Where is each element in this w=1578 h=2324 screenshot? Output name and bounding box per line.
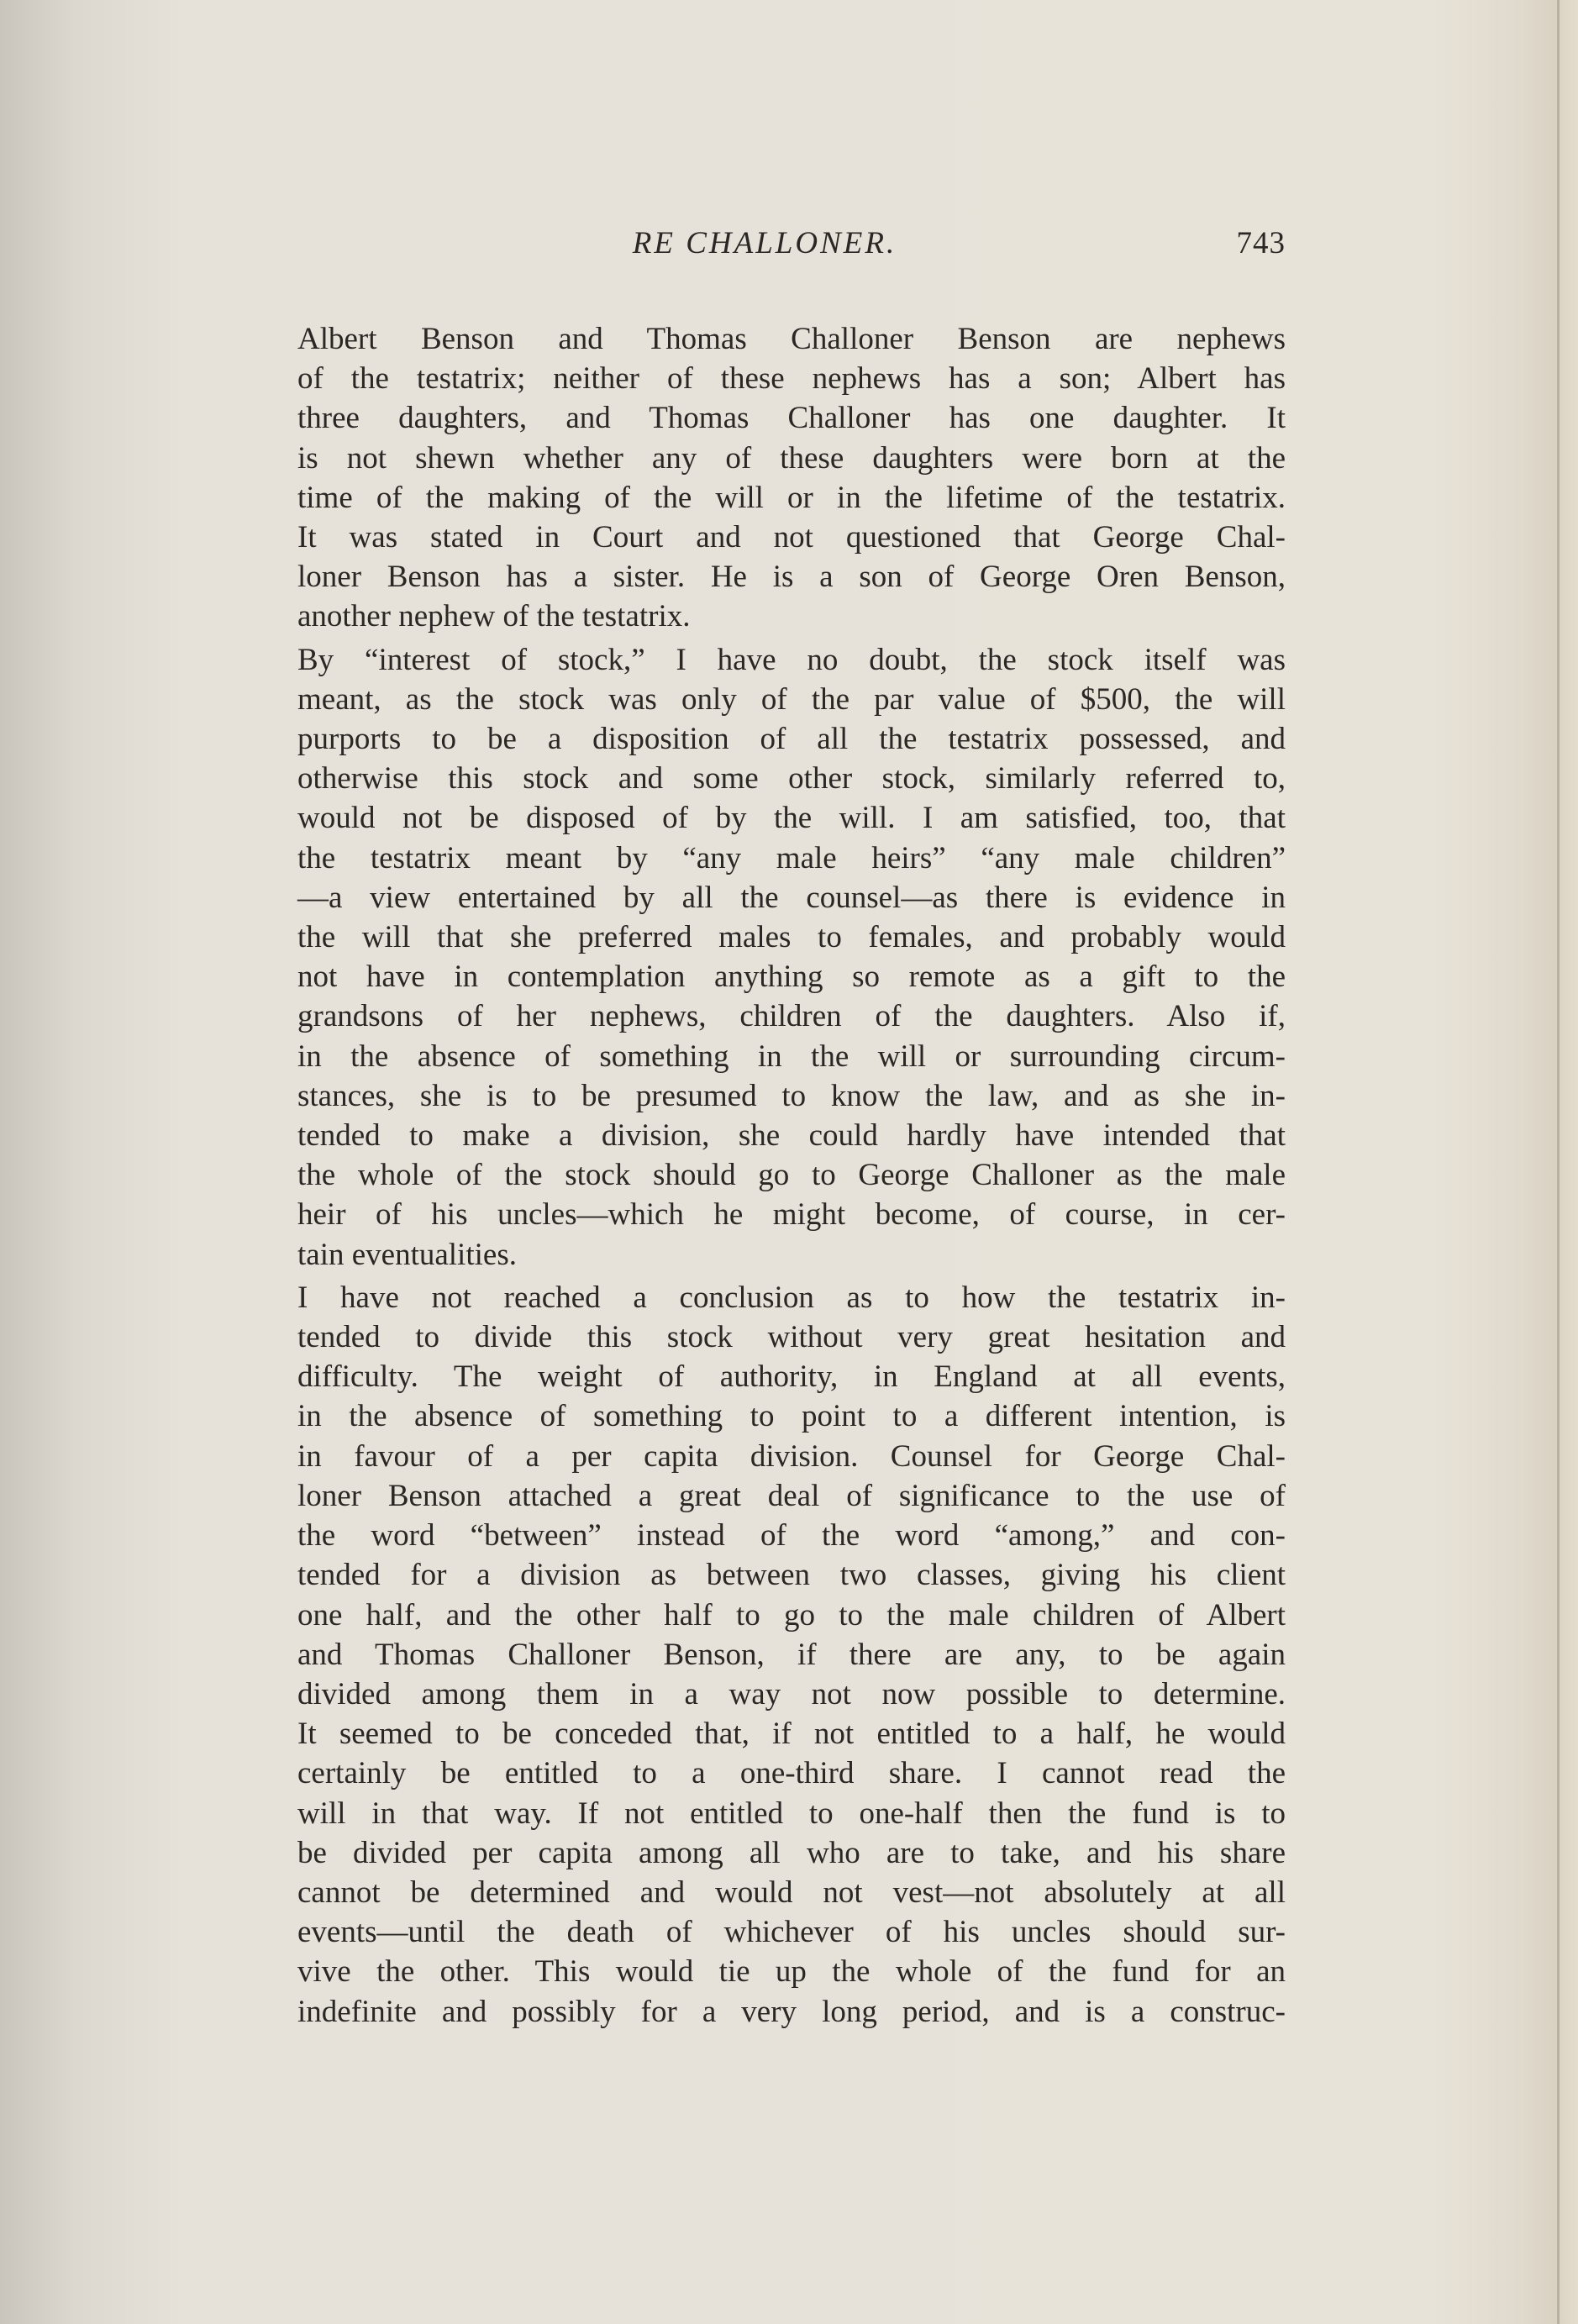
text-line: tended for a division as between two classes, giving his client: [297, 1558, 1286, 1593]
text-line: heir of his uncles—which he might become, of course, in cer-: [297, 1197, 1286, 1233]
text-line: tended to make a division, she could hardly have intended that: [297, 1118, 1286, 1154]
text-line: would not be disposed of by the will. I am satisfied, too, that: [297, 801, 1286, 836]
text-line: of the testatrix; neither of these nephews has a son; Albert has: [297, 361, 1286, 397]
text-line: the word “between” instead of the word “among,” and con-: [297, 1518, 1286, 1554]
paragraph: [244, 319, 1286, 637]
text-line: grandsons of her nephews, children of the daughters. Also if,: [297, 999, 1286, 1034]
text-line: It seemed to be conceded that, if not entitled to a half, he would: [297, 1717, 1286, 1752]
text-line: By “interest of stock,” I have no doubt, the stock itself was: [297, 642, 1286, 677]
text-line: the testatrix meant by “any male heirs” “any male children”: [297, 840, 1286, 875]
paragraph: [244, 1278, 1286, 2032]
text-line: another nephew of the testatrix.: [297, 599, 691, 634]
text-line: loner Benson has a sister. He is a son of George Oren Benson,: [297, 560, 1286, 595]
text-line: purports to be a disposition of all the testatrix possessed, and: [297, 722, 1286, 757]
text-line: and Thomas Challoner Benson, if there are any, to be again: [297, 1637, 1286, 1672]
running-title: RE CHALLONER.: [632, 226, 897, 260]
text-line: will in that way. If not entitled to one-half then the fund is to: [297, 1796, 1286, 1831]
text-line: otherwise this stock and some other stock, similarly referred to,: [297, 761, 1286, 797]
page-number: 743: [1236, 226, 1286, 260]
text-line: indefinite and possibly for a very long period, and is a construc-: [297, 1994, 1286, 2029]
text-line: is not shewn whether any of these daughters were born at the: [297, 440, 1286, 476]
text-line: meant, as the stock was only of the par value of $500, the will: [297, 681, 1286, 717]
text-line: tain eventualities.: [297, 1237, 517, 1272]
text-line: time of the making of the will or in the lifetime of the testatrix.: [297, 480, 1286, 515]
text-line: I have not reached a conclusion as to how the testatrix in-: [297, 1280, 1286, 1315]
text-line: stances, she is to be presumed to know the law, and as she in-: [297, 1078, 1286, 1113]
body-text: [244, 319, 1286, 2032]
text-line: the will that she preferred males to females, and probably would: [297, 920, 1286, 955]
text-line: loner Benson attached a great deal of significance to the use of: [297, 1478, 1286, 1513]
text-line: in the absence of something in the will or surrounding circum-: [297, 1038, 1286, 1074]
text-line: —a view entertained by all the counsel—as there is evidence in: [297, 880, 1286, 915]
running-header: [244, 225, 1286, 276]
text-line: vive the other. This would tie up the whole of the fund for an: [297, 1954, 1286, 1990]
text-line: the whole of the stock should go to George Challoner as the male: [297, 1158, 1286, 1193]
text-line: events—until the death of whichever of his uncles should sur-: [297, 1915, 1286, 1950]
text-line: It was stated in Court and not questioned that George Chal-: [297, 520, 1286, 555]
paragraph: [244, 640, 1286, 1275]
text-line: cannot be determined and would not vest—not absolutely at all: [297, 1874, 1286, 1910]
text-line: Albert Benson and Thomas Challoner Benson are nephews: [297, 322, 1286, 356]
text-line: be divided per capita among all who are to take, and his share: [297, 1835, 1286, 1870]
text-line: tended to divide this stock without very great hesitation and: [297, 1320, 1286, 1355]
text-line: divided among them in a way not now possible to determine.: [297, 1676, 1286, 1711]
page-edge: [1557, 0, 1560, 2324]
text-line: in the absence of something to point to a different intention, is: [297, 1399, 1286, 1434]
text-line: not have in contemplation anything so remote as a gift to the: [297, 960, 1286, 995]
text-line: three daughters, and Thomas Challoner has one daughter. It: [297, 401, 1286, 436]
text-line: one half, and the other half to go to the male children of Albert: [297, 1597, 1286, 1633]
text-line: in favour of a per capita division. Counsel for George Chal-: [297, 1438, 1286, 1474]
text-line: difficulty. The weight of authority, in England at all events,: [297, 1359, 1286, 1395]
book-page: [244, 225, 1286, 2242]
text-line: certainly be entitled to a one-third share. I cannot read the: [297, 1756, 1286, 1791]
